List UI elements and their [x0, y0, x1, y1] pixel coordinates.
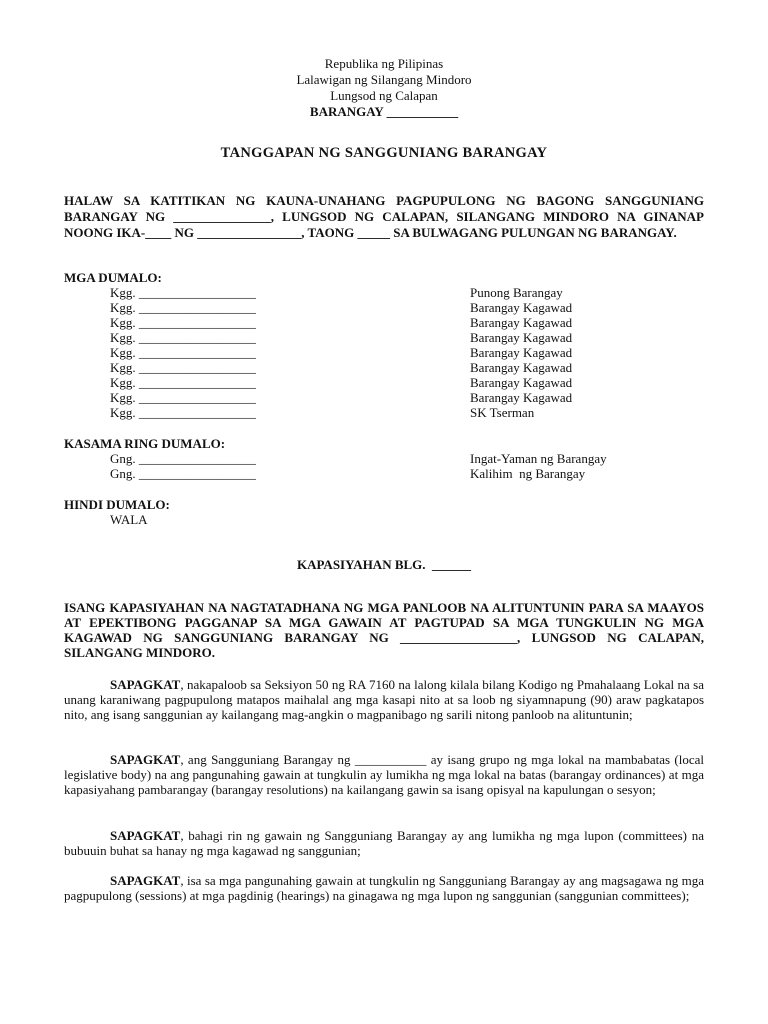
city-line: Lungsod ng Calapan	[330, 88, 438, 103]
attendees-list	[110, 285, 650, 420]
attendee-row	[110, 390, 650, 405]
whereas-text: , ang Sangguniang Barangay ng ___________ ay isang grupo ng mga lokal na mambabatas (local legislative body) na ang pangunahing gawain at tungkulin ay lumikha ng mga lokal na batas (barangay ordinances) at mga kapasiyahang pambarangay (barangay resolutions) na kailangang gawin sa isang opisyal na kapulungan o sesyon;	[64, 752, 704, 797]
attendee-position: Ingat-Yaman ng Barangay	[470, 451, 607, 466]
attendee-position: Punong Barangay	[470, 285, 563, 300]
whereas-keyword: SAPAGKAT	[110, 873, 181, 888]
attendee-row	[110, 285, 650, 300]
whereas-text: , bahagi rin ng gawain ng Sangguniang Barangay ay ang lumikha ng mga lupon (committees) na bubuuin buhat sa hanay ng mga kagawad ng sanggunian;	[64, 828, 704, 858]
attendee-name: Kgg. __________________	[110, 285, 256, 300]
whereas-paragraph	[64, 828, 704, 858]
attendee-position: Barangay Kagawad	[470, 300, 573, 315]
attendee-name: Kgg. __________________	[110, 405, 256, 420]
whereas-text: , nakapaloob sa Seksiyon 50 ng RA 7160 na lalong kilala bilang Kodigo ng Pmahalaang Lokal na sa unang karaniwang pagpupulong matapos maihalal ang mga kasapi nito at sa loob ng siyamnapung (90) araw pagkatapos nito, ang isang sanggunian ay kailangang mag-angkin o magpanibago ng sarili nitong panloob na alituntunin;	[64, 677, 704, 722]
province-line: Lalawigan ng Silangang Mindoro	[296, 72, 472, 87]
attendee-row	[110, 330, 650, 345]
attendee-name: Kgg. __________________	[110, 390, 256, 405]
attendee-position: Barangay Kagawad	[470, 345, 573, 360]
attendee-position: Barangay Kagawad	[470, 315, 573, 330]
attendee-row	[110, 345, 650, 360]
attendee-position: Barangay Kagawad	[470, 390, 573, 405]
attendee-position: SK Tserman	[470, 405, 535, 420]
republic-line: Republika ng Pilipinas	[324, 56, 444, 71]
attendee-position: Barangay Kagawad	[470, 360, 573, 375]
attendee-name: Gng. __________________	[110, 466, 256, 481]
office-title: TANGGAPAN NG SANGGUNIANG BARANGAY	[220, 145, 548, 161]
attendee-name: Kgg. __________________	[110, 360, 256, 375]
absent-label: HINDI DUMALO:	[64, 497, 170, 512]
attendee-name: Kgg. __________________	[110, 300, 256, 315]
attendee-position: Barangay Kagawad	[470, 330, 573, 345]
attendee-row	[110, 451, 650, 466]
attendee-name: Kgg. __________________	[110, 315, 256, 330]
attendee-name: Kgg. __________________	[110, 330, 256, 345]
resolution-title: ISANG KAPASIYAHAN NA NAGTATADHANA NG MGA PANLOOB NA ALITUNTUNIN PARA SA MAAYOS AT EPEKTIBONG PAGGANAP SA MGA GAWAIN AT PAGTUPAD SA MGA TUNGKULIN NG MGA KAGAWAD NG SANGGUNIANG BARANGAY NG __________________, LUNGSOD NG CALAPAN, SILANGANG MINDORO.	[64, 600, 704, 660]
whereas-keyword: SAPAGKAT	[110, 828, 181, 843]
attendee-name: Kgg. __________________	[110, 375, 256, 390]
attendee-row	[110, 315, 650, 330]
attendee-row	[110, 300, 650, 315]
also-present-label: KASAMA RING DUMALO:	[64, 436, 226, 451]
resolution-number: KAPASIYAHAN BLG. ______	[296, 557, 472, 572]
attendee-row	[110, 375, 650, 390]
whereas-paragraph	[64, 752, 704, 797]
attendee-row	[110, 466, 650, 481]
attendee-row	[110, 360, 650, 375]
attendee-name: Kgg. __________________	[110, 345, 256, 360]
attendee-position: Kalihim ng Barangay	[470, 466, 586, 481]
whereas-text: , isa sa mga pangunahing gawain at tungkulin ng Sangguniang Barangay ay ang magsagawa ng mga pagpupulong (sessions) at mga pagdinig (hearings) na ginagawa ng mga lupon ng sanggunian (sanggunian committees);	[64, 873, 704, 903]
also-present-list	[110, 451, 650, 481]
whereas-keyword: SAPAGKAT	[110, 677, 181, 692]
attendee-position: Barangay Kagawad	[470, 375, 573, 390]
attendee-name: Gng. __________________	[110, 451, 256, 466]
minutes-excerpt-heading: HALAW SA KATITIKAN NG KAUNA-UNAHANG PAGPUPULONG NG BAGONG SANGGUNIANG BARANGAY NG _______________, LUNGSOD NG CALAPAN, SILANGANG MINDORO NA GINANAP NOONG IKA-____ NG ________________, TAONG _____ SA BULWAGANG PULUNGAN NG BARANGAY.	[64, 193, 704, 240]
attendees-label: MGA DUMALO:	[64, 270, 162, 285]
letterhead	[0, 56, 768, 120]
whereas-paragraph	[64, 677, 704, 722]
whereas-keyword: SAPAGKAT	[110, 752, 181, 767]
attendee-row	[110, 405, 650, 420]
barangay-line: BARANGAY ___________	[309, 104, 459, 119]
whereas-paragraph	[64, 873, 704, 903]
absent-value: WALA	[110, 512, 148, 527]
